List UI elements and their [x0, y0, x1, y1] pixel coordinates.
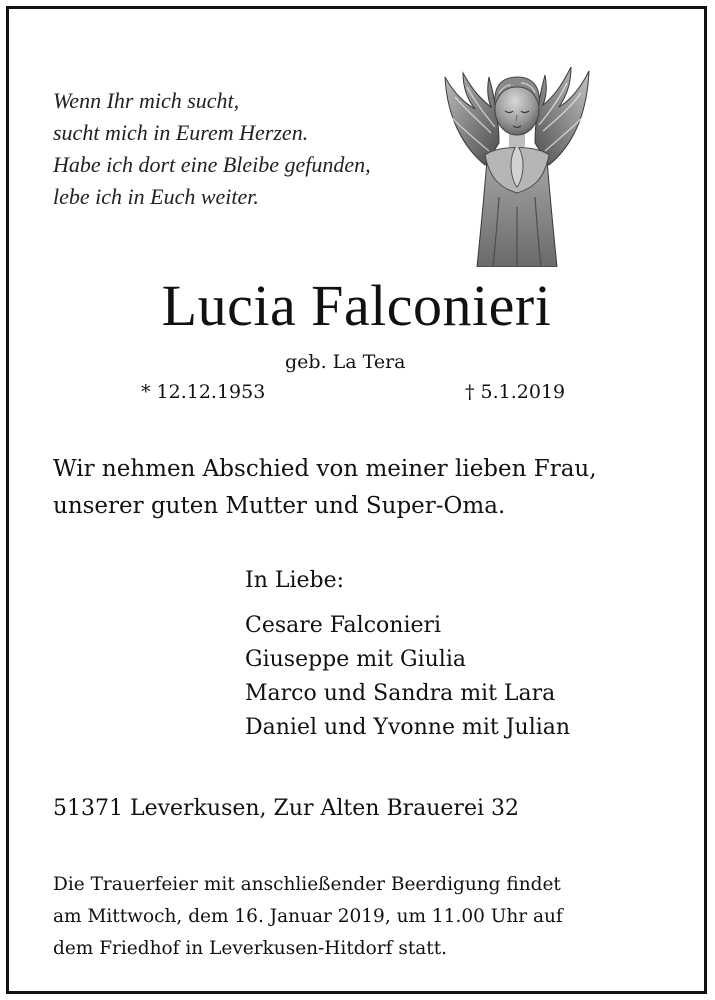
birth-date: * 12.12.1953 — [141, 381, 266, 403]
poem-line: Habe ich dort eine Bleibe gefunden, — [53, 152, 371, 177]
message-line: unserer guten Mutter und Super-Oma. — [53, 493, 506, 519]
funeral-line: am Mittwoch, dem 16. Januar 2019, um 11.00 Uhr auf — [53, 906, 563, 927]
obituary-frame — [6, 6, 707, 994]
mourner-name: Marco und Sandra mit Lara — [245, 681, 556, 706]
funeral-line: Die Trauerfeier mit anschließender Beerdigung findet — [53, 874, 561, 895]
praying-angel-statue-icon — [441, 47, 593, 267]
praying-angel-image — [441, 47, 593, 267]
mourners-list — [245, 609, 570, 745]
poem-line: sucht mich in Eurem Herzen. — [53, 120, 309, 145]
death-date: † 5.1.2019 — [465, 381, 566, 403]
address: 51371 Leverkusen, Zur Alten Brauerei 32 — [53, 796, 519, 821]
mourner-name: Cesare Falconieri — [245, 613, 442, 638]
mourner-name: Daniel und Yvonne mit Julian — [245, 715, 571, 740]
maiden-name: geb. La Tera — [285, 351, 406, 373]
funeral-notice — [53, 869, 563, 965]
mourner-name: Giuseppe mit Giulia — [245, 647, 466, 672]
poem-line: Wenn Ihr mich sucht, — [53, 88, 240, 113]
poem-line: lebe ich in Euch weiter. — [53, 184, 259, 209]
funeral-line: dem Friedhof in Leverkusen-Hitdorf statt. — [53, 938, 448, 959]
poem — [53, 85, 371, 213]
deceased-name: Lucia Falconieri — [161, 273, 552, 338]
farewell-message — [53, 451, 597, 525]
mourners-heading: In Liebe: — [245, 568, 345, 593]
message-line: Wir nehmen Abschied von meiner lieben Frau, — [53, 456, 597, 482]
